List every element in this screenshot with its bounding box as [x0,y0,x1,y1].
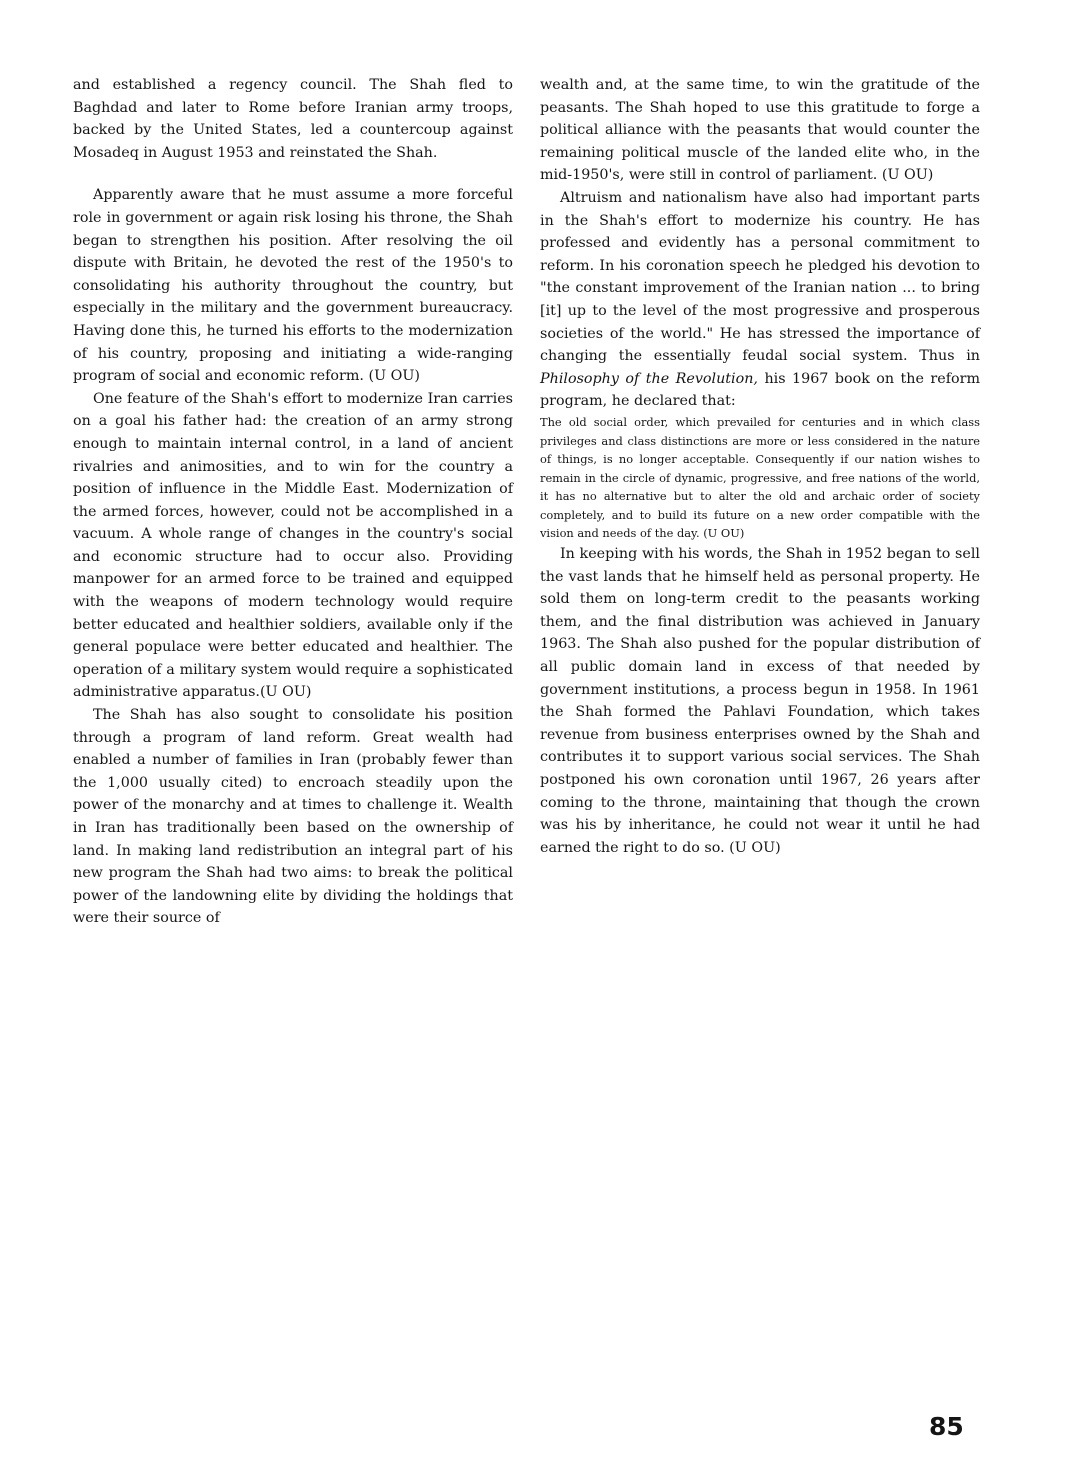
paragraph-altruism [540,187,980,413]
paragraph-army-modernization: One feature of the Shah's effort to modernize Iran carries on a goal his father had: the creation of an army strong enough to maintain internal control, in a land of ancient rivalries and animosities, and to win for the country a position of influence in the Middle East. Modernization of the armed forces, however, could not be accomplished in a vacuum. A whole range of changes in the country's social and economic structure had to occur also. Providing manpower for an armed force to be trained and equipped with the weapons of modern technology would require better educated and healthier soldiers, available only if the general populace were better educated and healthier. The operation of a military system would require a sophisticated administrative apparatus.(U OU) [73,390,513,701]
paragraph-peasant-gratitude: wealth and, at the same time, to win the gratitude of the peasants. The Shah hoped to use this gratitude to forge a political alliance with the peasants that would counter the remaining political muscle of the landed elite who, in the mid-1950's, were still in control of parliament. (U OU) [540,77,980,184]
paragraph-land-reform: The Shah has also sought to consolidate his position through a program of land reform. Great wealth had enabled a number of families in Iran (probably fewer than the 1,000 usually cited) to encroach steadily upon the power of the monarchy and at times to challenge it. Wealth in Iran has traditionally been based on the ownership of land. In making land redistribution an integral part of his new program the Shah had two aims: to break the political power of the landowning elite by dividing the holdings that were their source of [73,707,513,927]
right-column [540,74,980,859]
block-quote: The old social order, which prevailed for centuries and in which class privileges and class distinctions are more or less considered in the nature of things, is no longer acceptable. Consequently if our nation wishes to remain in the circle of dynamic, progressive, and free nations of the world, it has no alternative but to alter the old and archaic order of society completely, and to build its future on a new order compatible with the vision and needs of the day. (U OU) [540,414,980,541]
page-number: 85 [929,1412,964,1441]
paragraph-land-sales: In keeping with his words, the Shah in 1952 began to sell the vast lands that he himself held as personal property. He sold them on long-term credit to the peasants working them, and the final distribution was achieved in January 1963. The Shah also pushed for the popular distribution of all public domain land in excess of that needed by government institutions, a process begun in 1958. In 1961 the Shah formed the Pahlavi Foundation, which takes revenue from business enterprises owned by the Shah and contributes it to support various social services. The Shah postponed his own coronation until 1967, 26 years after coming to the throne, maintaining that though the crown was his by inheritance, he could not wear it until he had earned the right to do so. (U OU) [540,546,980,856]
left-column [73,74,513,930]
paragraph-shah-strengthens: Apparently aware that he must assume a more forceful role in government or again risk losing his throne, the Shah began to strengthen his position. After resolving the oil dispute with Britain, he devoted the rest of the 1950's to consolidating his authority throughout the country, but especially in the military and the government bureaucracy. Having done this, he turned his efforts to the modernization of his country, proposing and initiating a wide-ranging program of social and economic reform. (U OU) [73,187,513,385]
paragraph-altruism-text: Altruism and nationalism have also had important parts in the Shah's effort to modernize his country. He has professed and evidently has a personal commitment to reform. In his coronation speech he pledged his devotion to "the constant improvement of the Iranian nation ... to bring [it] up to the level of the most progressive and prosperous societies of the world." He has stressed the importance of changing the essentially feudal social system. Thus in [540,189,980,365]
paragraph-continuation: and established a regency council. The Shah fled to Baghdad and later to Rome before Iranian army troops, backed by the United States, led a countercoup against Mosadeq in August 1953 and reinstated the Shah. [73,77,513,161]
paragraph-altruism-end: his 1967 book on the reform program, he declared that: [540,370,981,410]
book-title: Philosophy of the Revolution, [540,370,758,387]
